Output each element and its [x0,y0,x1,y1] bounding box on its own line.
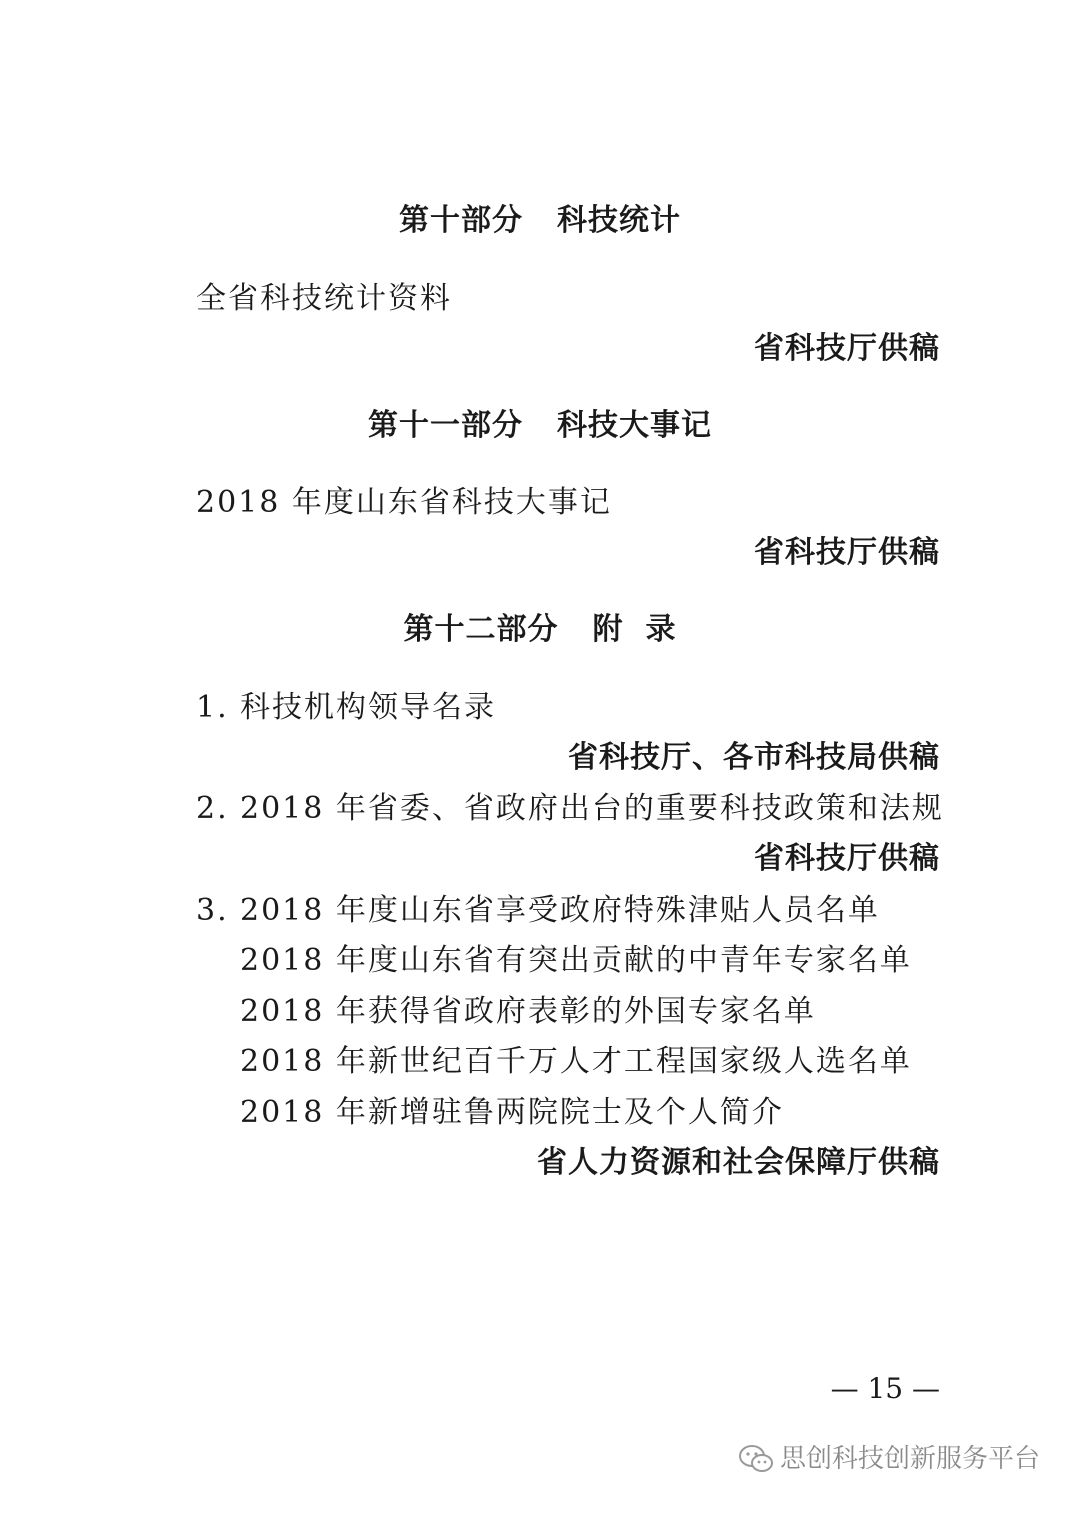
entry-1-line-1: 科技机构领导名录 [240,690,496,725]
entry-3-number: 3. [196,893,229,928]
part11-source: 省科技厅供稿 [754,535,940,570]
entry-2-line-1: 2018 年省委、省政府出台的重要科技政策和法规 [240,791,944,826]
entry-3-line-3: 2018 年获得省政府表彰的外国专家名单 [240,994,816,1029]
part10-source: 省科技厅供稿 [754,331,940,366]
part11-heading-part: 第十一部分 [368,408,523,443]
part11-heading [0,408,1080,443]
page-number: — 15 — [830,1372,940,1405]
watermark-text: 思创科技创新服务平台 [779,1444,1040,1474]
part11-item-1: 2018 年度山东省科技大事记 [196,485,612,520]
entry-3-source: 省人力资源和社会保障厅供稿 [537,1145,940,1180]
part10-heading-part: 第十部分 [399,203,523,238]
entry-1-source: 省科技厅、各市科技局供稿 [568,740,940,775]
entry-2-number: 2. [196,791,229,826]
entry-1-number: 1. [196,690,229,725]
wechat-icon [738,1444,774,1474]
entry-3-line-4: 2018 年新世纪百千万人才工程国家级人选名单 [240,1044,912,1079]
part10-heading-title: 科技统计 [557,203,681,238]
entry-2-source: 省科技厅供稿 [754,841,940,876]
entry-3-line-5: 2018 年新增驻鲁两院院士及个人简介 [240,1095,784,1130]
part10-heading [0,203,1080,238]
part10-item-1: 全省科技统计资料 [196,281,452,316]
watermark [738,1444,1040,1474]
part11-heading-title: 科技大事记 [557,408,712,443]
part12-heading-title-b: 录 [645,612,677,647]
part12-heading-title-a: 附 [592,612,624,647]
entry-3-line-1: 2018 年度山东省享受政府特殊津贴人员名单 [240,893,880,928]
part12-heading-part: 第十二部分 [403,612,559,647]
part12-heading [0,612,1080,647]
entry-3-line-2: 2018 年度山东省有突出贡献的中青年专家名单 [240,943,912,978]
